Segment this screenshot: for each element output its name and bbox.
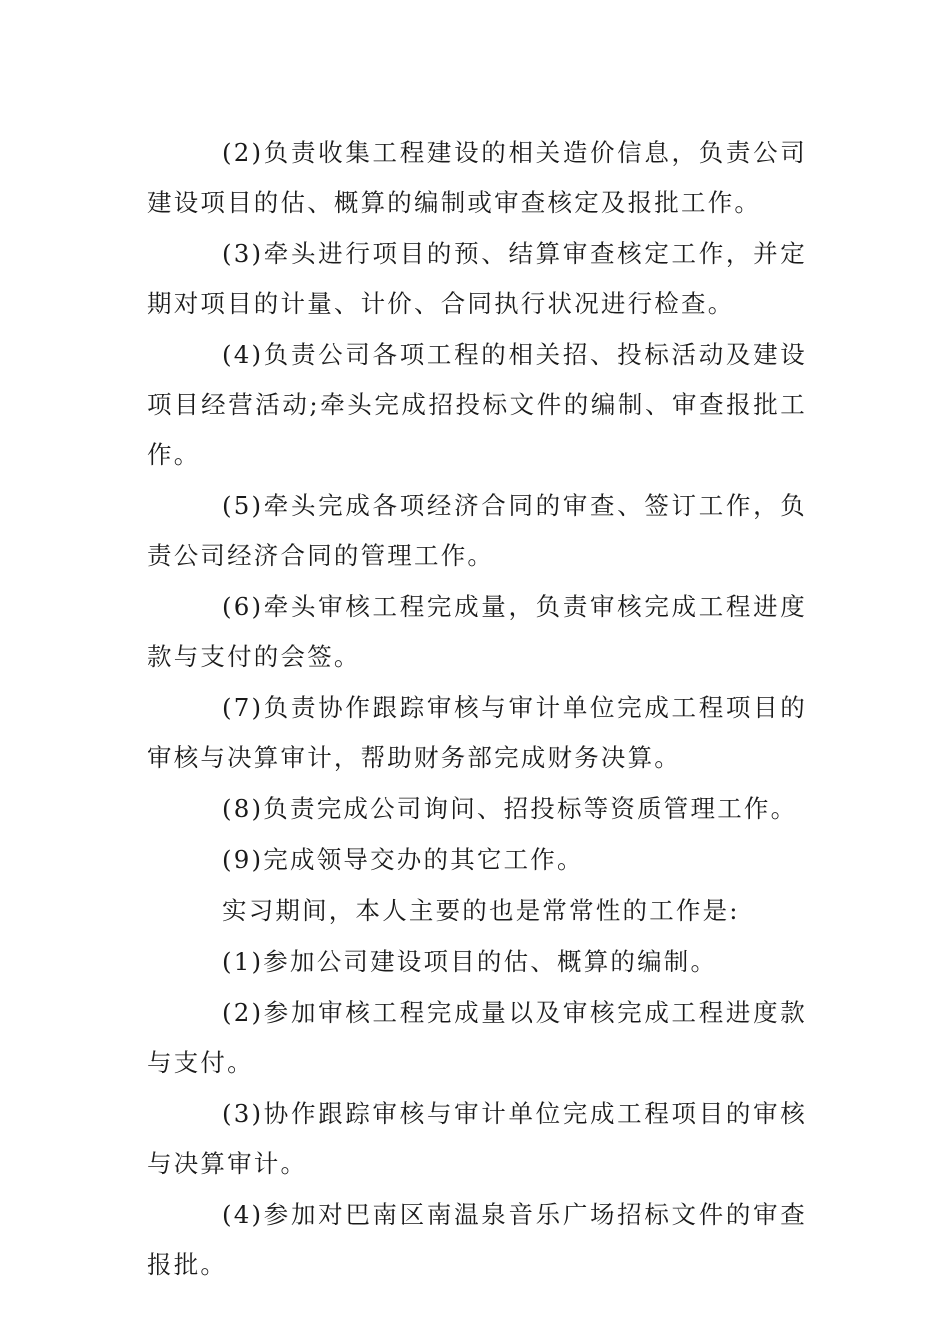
paragraph-duty-4: (4)负责公司各项工程的相关招、投标活动及建设项目经营活动;牵头完成招投标文件的编制、审查报批工作。 bbox=[147, 340, 807, 469]
paragraph-duty-9: (9)完成领导交办的其它工作。 bbox=[222, 845, 584, 874]
paragraph-task-1: (1)参加公司建设项目的估、概算的编制。 bbox=[222, 947, 718, 976]
paragraph-task-3: (3)协作跟踪审核与审计单位完成工程项目的审核与决算审计。 bbox=[147, 1099, 807, 1178]
paragraph-duty-5: (5)牵头完成各项经济合同的审查、签订工作，负责公司经济合同的管理工作。 bbox=[147, 491, 807, 570]
paragraph-internship-intro: 实习期间，本人主要的也是常常性的工作是: bbox=[222, 896, 740, 925]
paragraph-duty-8: (8)负责完成公司询问、招投标等资质管理工作。 bbox=[222, 794, 798, 823]
paragraph-task-4: (4)参加对巴南区南温泉音乐广场招标文件的审查报批。 bbox=[147, 1200, 807, 1279]
paragraph-duty-6: (6)牵头审核工程完成量，负责审核完成工程进度款与支付的会签。 bbox=[147, 592, 807, 671]
paragraph-task-2: (2)参加审核工程完成量以及审核完成工程进度款与支付。 bbox=[147, 998, 807, 1077]
paragraph-duty-7: (7)负责协作跟踪审核与审计单位完成工程项目的审核与决算审计，帮助财务部完成财务决算。 bbox=[147, 693, 807, 772]
document-body bbox=[147, 128, 807, 1291]
paragraph-duty-3: (3)牵头进行项目的预、结算审查核定工作，并定期对项目的计量、计价、合同执行状况进行检查。 bbox=[147, 239, 807, 318]
paragraph-duty-2: (2)负责收集工程建设的相关造价信息，负责公司建设项目的估、概算的编制或审查核定及报批工作。 bbox=[147, 138, 807, 217]
